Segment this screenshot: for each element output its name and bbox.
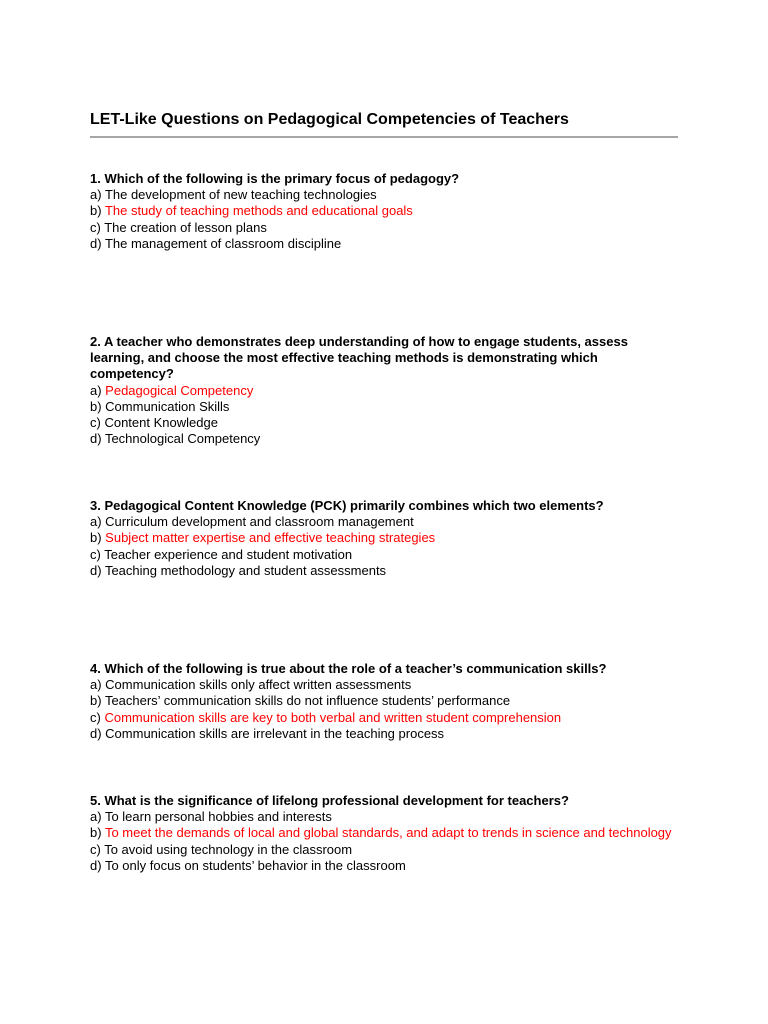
option-text: To learn personal hobbies and interests [104, 809, 332, 825]
option-d [90, 726, 680, 742]
option-letter: a) [90, 514, 106, 530]
question-5 [90, 793, 680, 874]
option-b [90, 203, 680, 219]
option-text: Teaching methodology and student assessments [104, 562, 387, 578]
option-c [90, 220, 680, 236]
option-text: Technological Competency [104, 431, 261, 447]
option-c [90, 415, 680, 431]
option-letter: a) [90, 382, 106, 398]
option-letter: c) [90, 219, 105, 235]
question-1 [90, 171, 680, 252]
option-letter: c) [90, 415, 105, 431]
option-letter: c) [90, 841, 105, 857]
option-letter: b) [90, 203, 105, 219]
option-a [90, 383, 680, 399]
option-letter: b) [90, 530, 106, 546]
option-b [90, 693, 680, 709]
option-a [90, 677, 680, 693]
option-letter: d) [90, 431, 105, 447]
question-4 [90, 661, 680, 742]
option-letter: c) [90, 546, 105, 562]
option-b [90, 530, 680, 546]
option-letter: a) [90, 809, 105, 825]
option-text: Content Knowledge [104, 415, 218, 431]
option-d [90, 236, 680, 252]
option-d [90, 431, 680, 447]
question-text: 2. A teacher who demonstrates deep understanding of how to engage students, assess learning, and choose the most effective teaching methods is demonstrating which competency? [90, 334, 628, 382]
option-a [90, 187, 680, 203]
option-text: The development of new teaching technologies [104, 187, 377, 203]
option-d [90, 858, 680, 874]
option-letter: b) [90, 825, 105, 841]
option-a [90, 514, 680, 530]
option-text: Communication skills are irrelevant in the teaching process [105, 725, 445, 741]
option-letter: a) [90, 677, 106, 693]
option-letter: d) [90, 857, 105, 873]
question-text: 1. Which of the following is the primary focus of pedagogy? [90, 171, 460, 186]
option-a [90, 809, 680, 825]
correct-answer-text: The study of teaching methods and educational goals [104, 203, 413, 219]
option-d [90, 563, 680, 579]
option-letter: b) [90, 693, 105, 709]
option-letter: a) [90, 187, 105, 203]
question-text: 5. What is the significance of lifelong professional development for teachers? [90, 793, 569, 808]
question-2 [90, 334, 680, 447]
option-c [90, 547, 680, 563]
correct-answer-text: Pedagogical Competency [105, 382, 254, 398]
option-letter: d) [90, 235, 105, 251]
title-divider [90, 136, 678, 138]
question-text: 4. Which of the following is true about the role of a teacher’s communication skills? [90, 661, 607, 676]
option-text: Communication Skills [105, 398, 230, 414]
correct-answer-text: Subject matter expertise and effective teaching strategies [105, 530, 436, 546]
option-text: Teacher experience and student motivation [104, 546, 353, 562]
option-text: Teachers’ communication skills do not influence students’ performance [104, 693, 511, 709]
option-text: Curriculum development and classroom management [105, 514, 414, 530]
option-letter: d) [90, 725, 106, 741]
option-b [90, 399, 680, 415]
correct-answer-text: Communication skills are key to both verbal and written student comprehension [104, 709, 562, 725]
correct-answer-text: To meet the demands of local and global standards, and adapt to trends in science and technology [104, 825, 672, 841]
option-text: The creation of lesson plans [104, 219, 267, 235]
option-letter: b) [90, 398, 106, 414]
option-letter: c) [90, 709, 105, 725]
option-c [90, 710, 680, 726]
page-title: LET-Like Questions on Pedagogical Competencies of Teachers [90, 111, 569, 128]
option-text: To only focus on students’ behavior in the classroom [104, 857, 406, 873]
option-text: The management of classroom discipline [104, 235, 342, 251]
option-letter: d) [90, 562, 105, 578]
option-b [90, 825, 680, 841]
question-text: 3. Pedagogical Content Knowledge (PCK) primarily combines which two elements? [90, 498, 604, 513]
option-c [90, 842, 680, 858]
option-text: Communication skills only affect written assessments [105, 677, 412, 693]
option-text: To avoid using technology in the classroom [104, 841, 353, 857]
question-3 [90, 498, 680, 579]
